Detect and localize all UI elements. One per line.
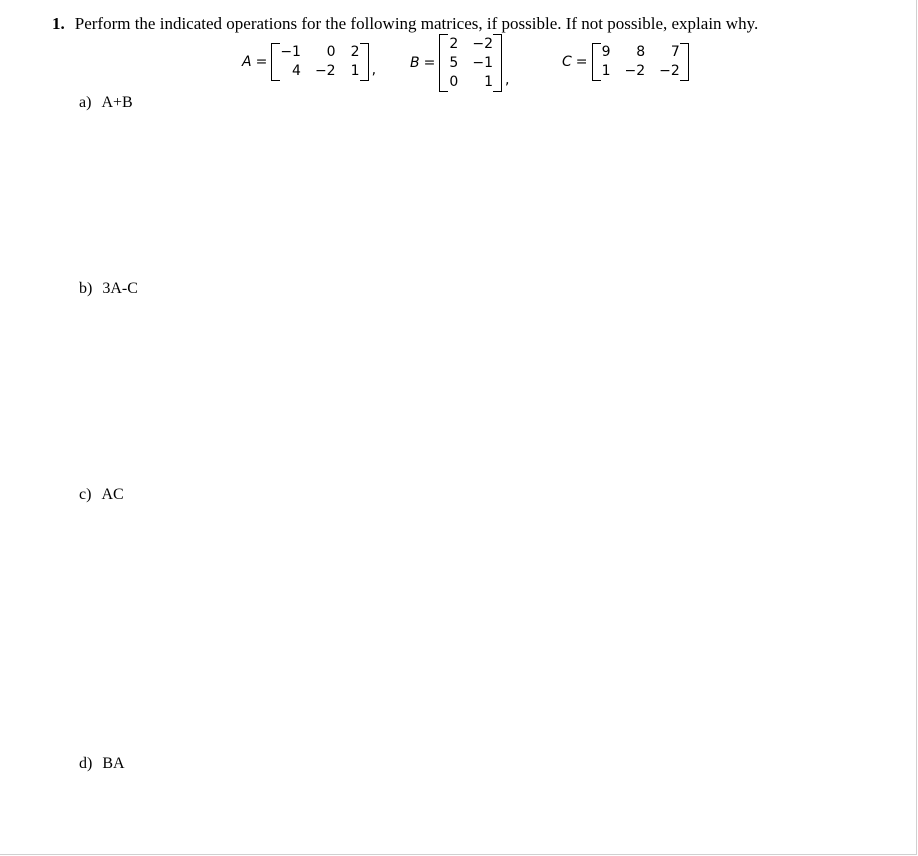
matrix-c-left-bracket	[592, 43, 601, 81]
matrix-b-left-bracket	[439, 34, 448, 92]
part-b	[79, 280, 138, 298]
matrix-cell: −2	[472, 35, 493, 52]
matrix-cell: −1	[472, 54, 493, 71]
matrix-a-name: A	[242, 54, 252, 70]
matrix-b-equals: =	[423, 55, 436, 71]
matrix-cell: −2	[659, 63, 680, 79]
matrix-cell: 5	[449, 54, 459, 71]
part-d-label: d)	[79, 755, 93, 772]
matrix-cell: 1	[350, 63, 360, 79]
question-number: 1.	[52, 14, 65, 33]
matrix-cell: 0	[449, 73, 459, 90]
part-d	[79, 755, 125, 773]
matrix-a	[242, 42, 376, 82]
matrix-cell: 7	[670, 44, 680, 60]
matrix-a-left-bracket	[271, 43, 280, 81]
matrix-b	[410, 34, 509, 92]
matrix-cell: 0	[326, 44, 336, 60]
part-c-label: c)	[79, 486, 92, 503]
matrix-b-cells	[448, 36, 493, 91]
matrix-c-cells	[601, 44, 680, 80]
part-c-expression: AC	[101, 486, 124, 503]
matrix-b-comma: ,	[504, 72, 510, 88]
matrix-cell: 4	[292, 63, 301, 79]
matrix-a-comma: ,	[371, 62, 377, 78]
part-a-expression: A+B	[101, 94, 133, 111]
matrix-b-right-bracket	[493, 34, 502, 92]
matrix-b-name: B	[410, 55, 420, 71]
matrix-cell: −2	[624, 63, 646, 79]
question-text: Perform the indicated operations for the following matrices, if possible. If not possible, explain why.	[74, 14, 759, 33]
matrix-c-equals: =	[575, 54, 588, 70]
matrix-cell: 8	[636, 44, 646, 60]
matrix-cell: 1	[601, 63, 611, 79]
matrix-definitions	[0, 32, 918, 102]
question-heading	[52, 14, 758, 34]
part-d-expression: BA	[102, 755, 125, 772]
matrix-a-equals: =	[255, 54, 268, 70]
matrix-cell: 9	[601, 44, 611, 60]
part-a-label: a)	[79, 94, 92, 111]
matrix-cell: 1	[484, 73, 493, 90]
matrix-c-right-bracket	[680, 43, 689, 81]
part-c	[79, 486, 124, 504]
matrix-cell: −2	[314, 63, 336, 79]
matrix-a-cells	[280, 44, 359, 80]
part-a	[79, 94, 133, 112]
matrix-a-right-bracket	[360, 43, 369, 81]
part-b-label: b)	[79, 280, 93, 297]
matrix-cell: 2	[449, 35, 459, 52]
matrix-c-name: C	[562, 54, 572, 70]
matrix-cell: −1	[280, 44, 301, 60]
part-b-expression: 3A-C	[102, 280, 138, 297]
matrix-cell: 2	[350, 44, 360, 60]
matrix-c	[562, 42, 689, 82]
